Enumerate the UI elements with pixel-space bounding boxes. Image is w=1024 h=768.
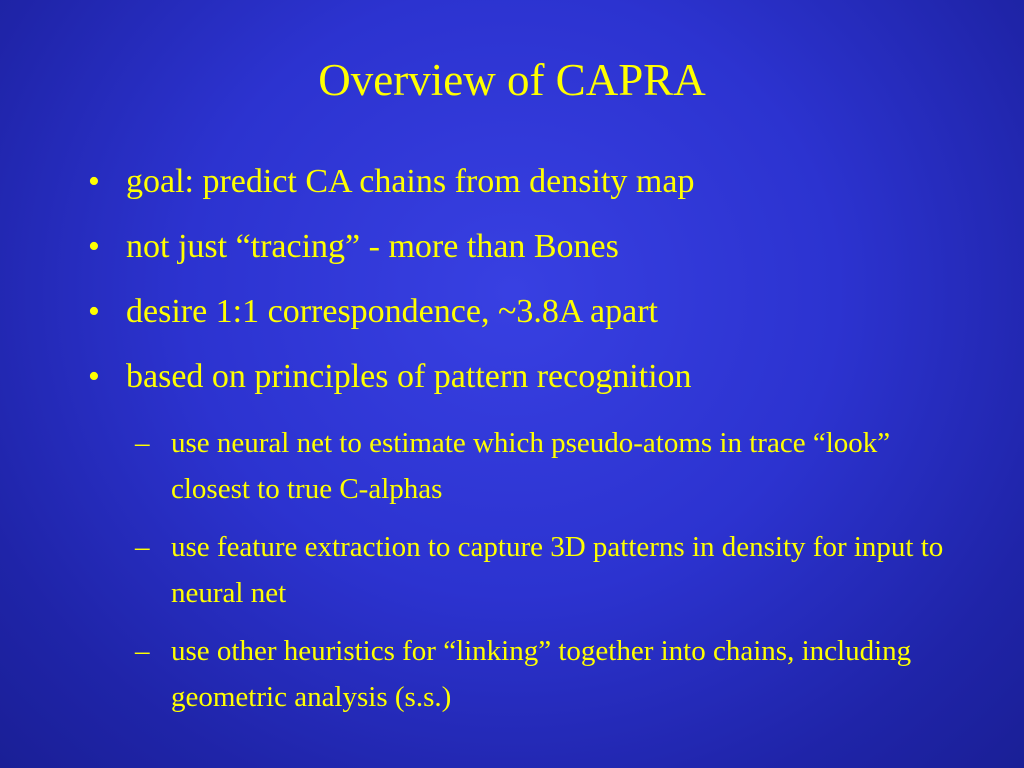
bullet-marker: •	[88, 358, 100, 395]
bullet-list	[88, 160, 968, 420]
sub-bullet-marker: –	[135, 635, 150, 667]
sub-bullet-text: use feature extraction to capture 3D patterns in density for input to neural net	[171, 531, 944, 609]
sub-bullet-item	[135, 628, 955, 720]
sub-bullet-marker: –	[135, 531, 150, 563]
bullet-text: based on principles of pattern recognition	[126, 358, 692, 395]
sub-bullet-list	[135, 420, 955, 732]
bullet-text: goal: predict CA chains from density map	[126, 163, 695, 200]
bullet-text: desire 1:1 correspondence, ~3.8A apart	[126, 293, 658, 330]
bullet-item	[88, 290, 968, 334]
bullet-item	[88, 225, 968, 269]
bullet-marker: •	[88, 228, 100, 265]
sub-bullet-text: use neural net to estimate which pseudo-atoms in trace “look” closest to true C-alphas	[171, 427, 891, 505]
sub-bullet-item	[135, 524, 955, 616]
sub-bullet-marker: –	[135, 427, 150, 459]
bullet-item	[88, 355, 968, 399]
bullet-text: not just “tracing” - more than Bones	[126, 228, 619, 265]
bullet-marker: •	[88, 163, 100, 200]
sub-bullet-item	[135, 420, 955, 512]
bullet-marker: •	[88, 293, 100, 330]
bullet-item	[88, 160, 968, 204]
slide-title: Overview of CAPRA	[318, 55, 706, 105]
sub-bullet-text: use other heuristics for “linking” together into chains, including geometric analysis (s.s.)	[171, 635, 912, 713]
